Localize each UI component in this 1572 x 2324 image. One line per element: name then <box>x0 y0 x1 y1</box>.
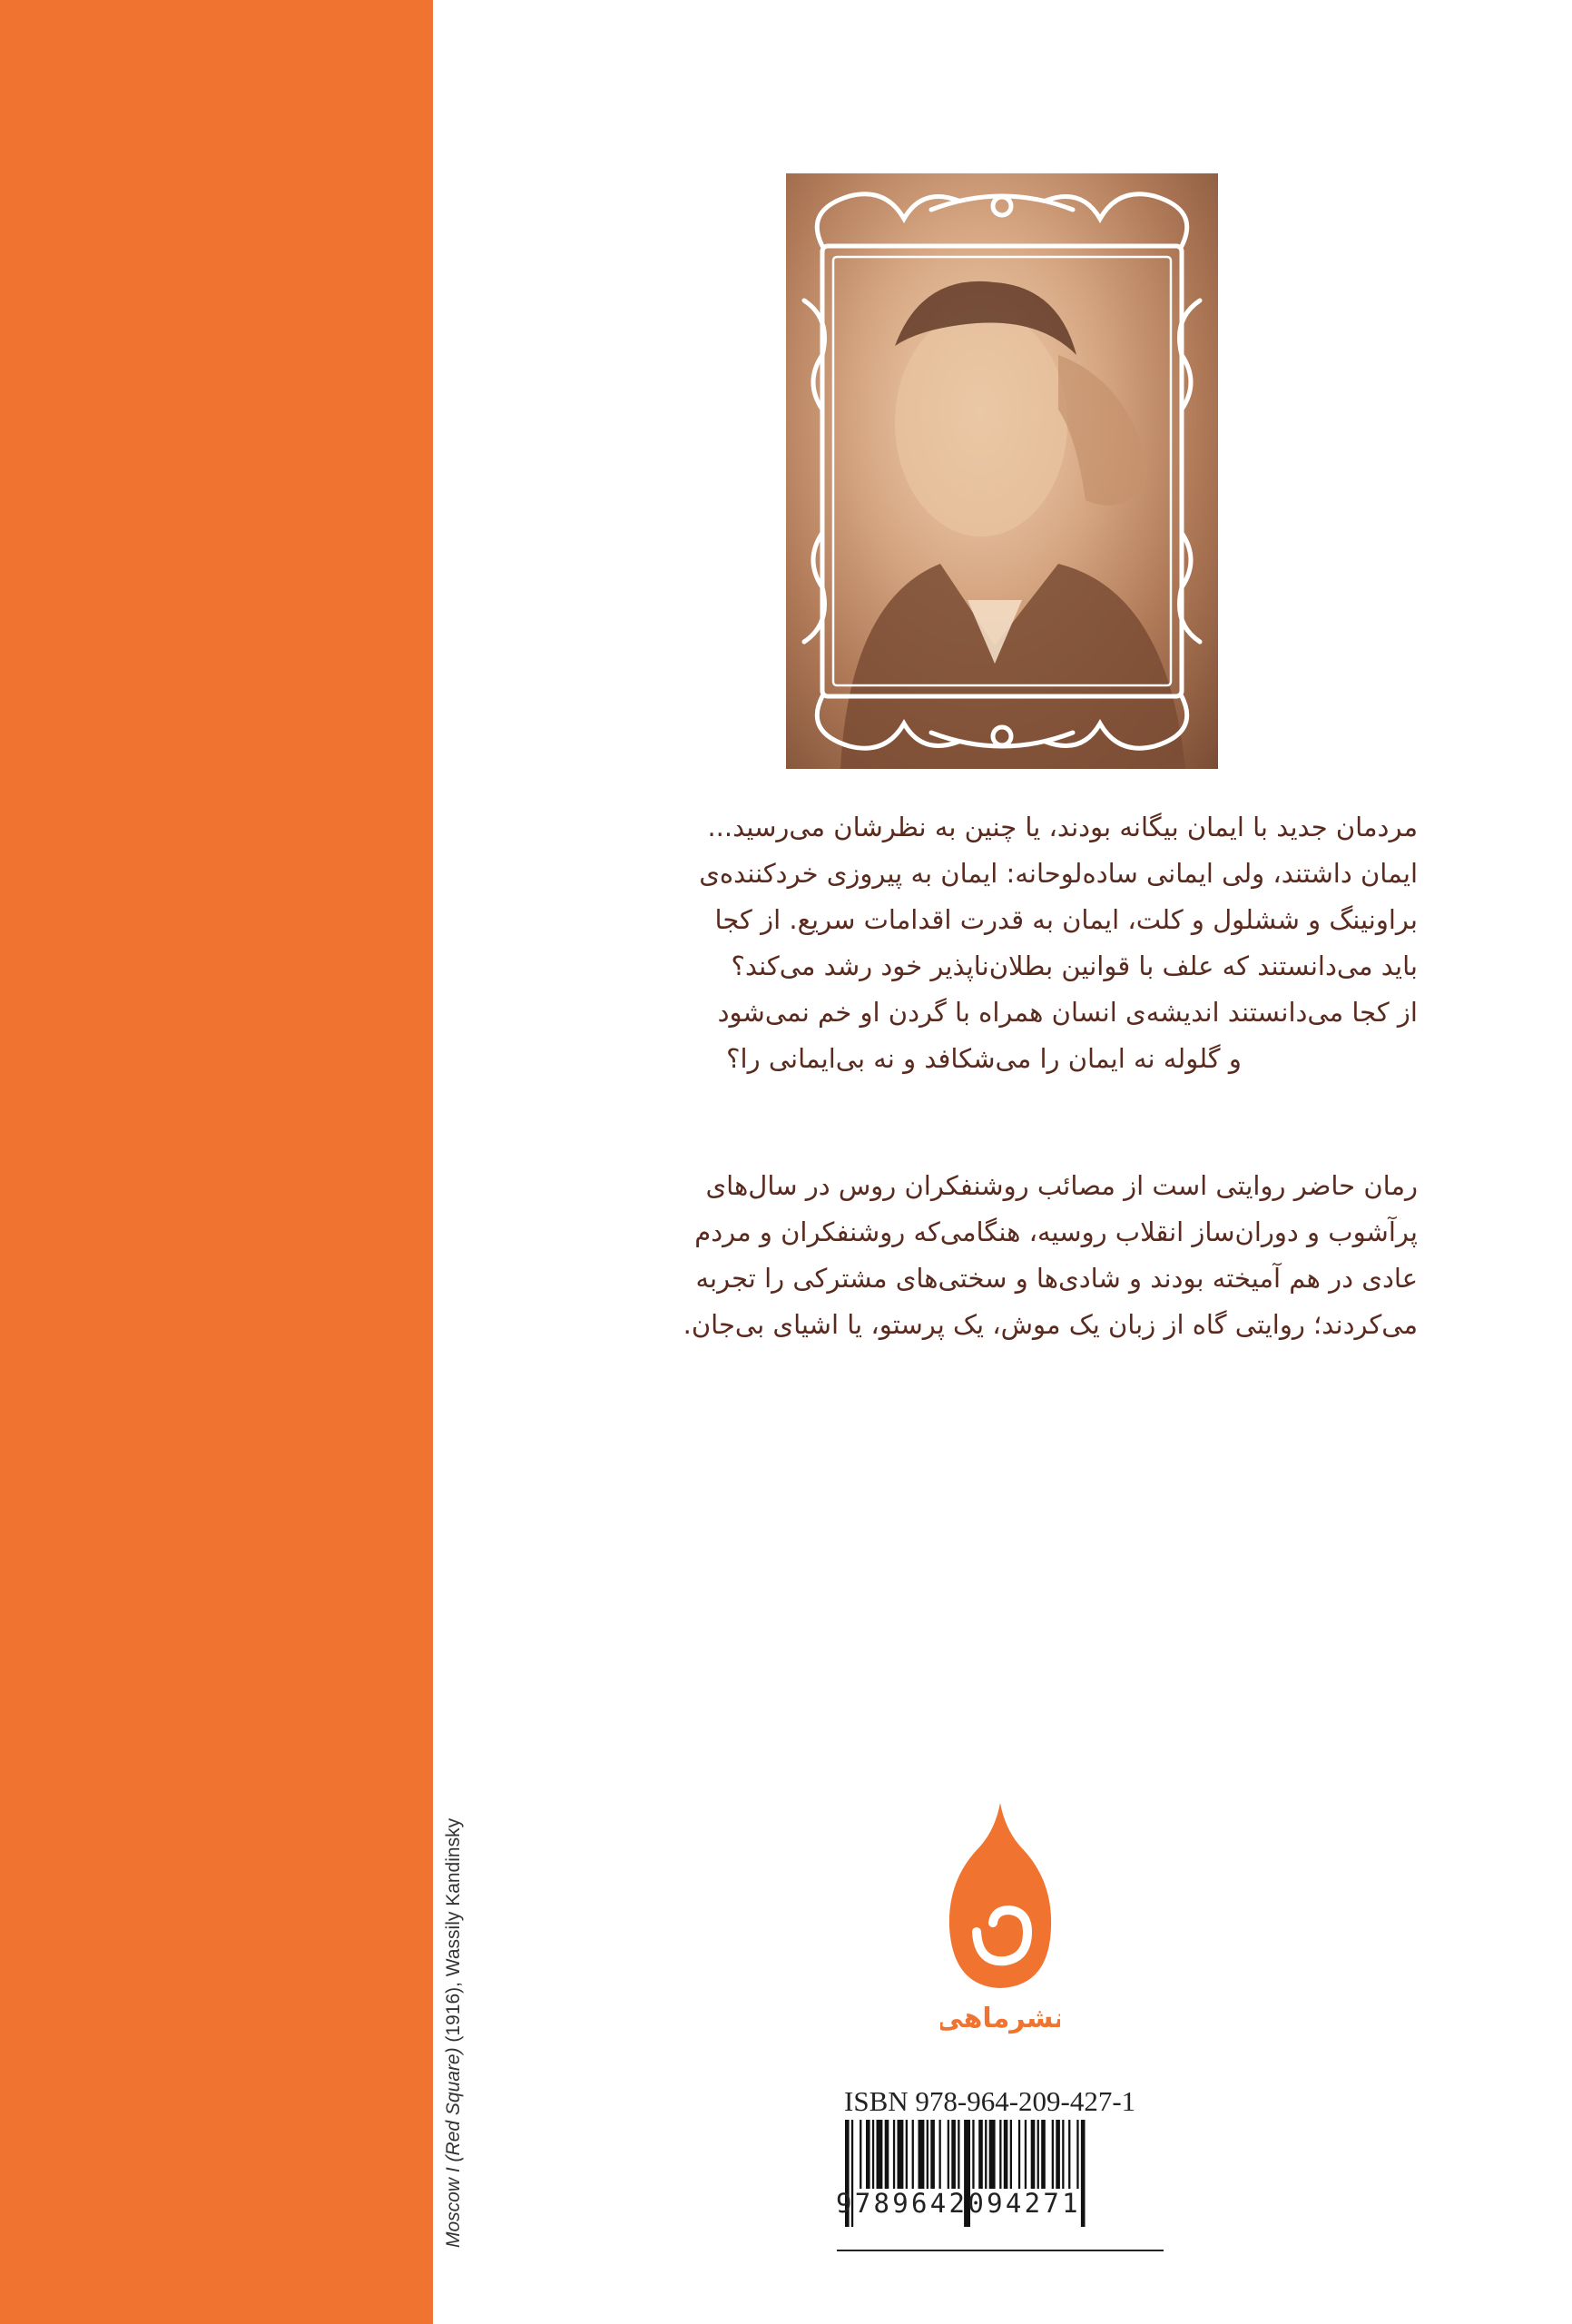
blurb-line: از کجا می‌دانستند اندیشه‌ی انسان همراه با گردن او خم نمی‌شود <box>717 997 1418 1028</box>
barcode-digits: 9789642094271 <box>836 2188 1081 2219</box>
artwork-year-artist: (1916), Wassily Kandinsky <box>443 1817 464 2043</box>
blurb-line: رمان حاضر روایتی است از مصائب روشنفکران روس در سال‌های <box>705 1170 1418 1201</box>
blurb-line: عادی در هم آمیخته بودند و شادی‌ها و سختی‌های مشترکی را تجربه <box>695 1263 1418 1294</box>
blurb-line: براونینگ و ششلول و کلت، ایمان به قدرت اقدامات سریع. از کجا <box>714 904 1418 935</box>
blurb-paragraph-1 <box>550 804 1418 1082</box>
drop-logo-icon <box>940 1796 1060 2037</box>
publisher-logo <box>940 1796 1060 2037</box>
isbn-label: ISBN 978-964-209-427-1 <box>844 2085 1136 2117</box>
blurb-line: باید می‌دانستند که علف با قوانین بطلان‌ناپذیر خود رشد می‌کند؟ <box>731 950 1418 981</box>
ornate-frame-portrait-icon <box>786 173 1218 769</box>
blurb-line: پرآشوب و دوران‌ساز انقلاب روسیه، هنگامی‌که روشنفکران و مردم <box>694 1216 1418 1247</box>
blurb-line: ایمان داشتند، ولی ایمانی ساده‌لوحانه: ایمان به پیروزی خردکننده‌ی <box>699 858 1418 889</box>
orange-spine-panel <box>0 0 433 2324</box>
blurb-line: مردمان جدید با ایمان بیگانه بودند، یا چنین به نظرشان می‌رسید... <box>707 812 1418 842</box>
publisher-name: نشرماهی <box>940 2003 1060 2034</box>
cover-art-credit <box>436 1730 472 2248</box>
artwork-title: Moscow I <box>443 2167 464 2248</box>
blurb-line: می‌کردند؛ روایتی گاه از زبان یک موش، یک پرستو، یا اشیای بی‌جان. <box>683 1309 1418 1340</box>
artwork-subtitle: (Red Square) <box>443 2047 464 2162</box>
divider-rule <box>837 2250 1164 2251</box>
blurb-line: و گلوله نه ایمان را می‌شکافد و نه بی‌ایمانی را؟ <box>726 1043 1242 1074</box>
author-portrait <box>786 173 1218 769</box>
blurb-paragraph-2 <box>550 1163 1418 1348</box>
